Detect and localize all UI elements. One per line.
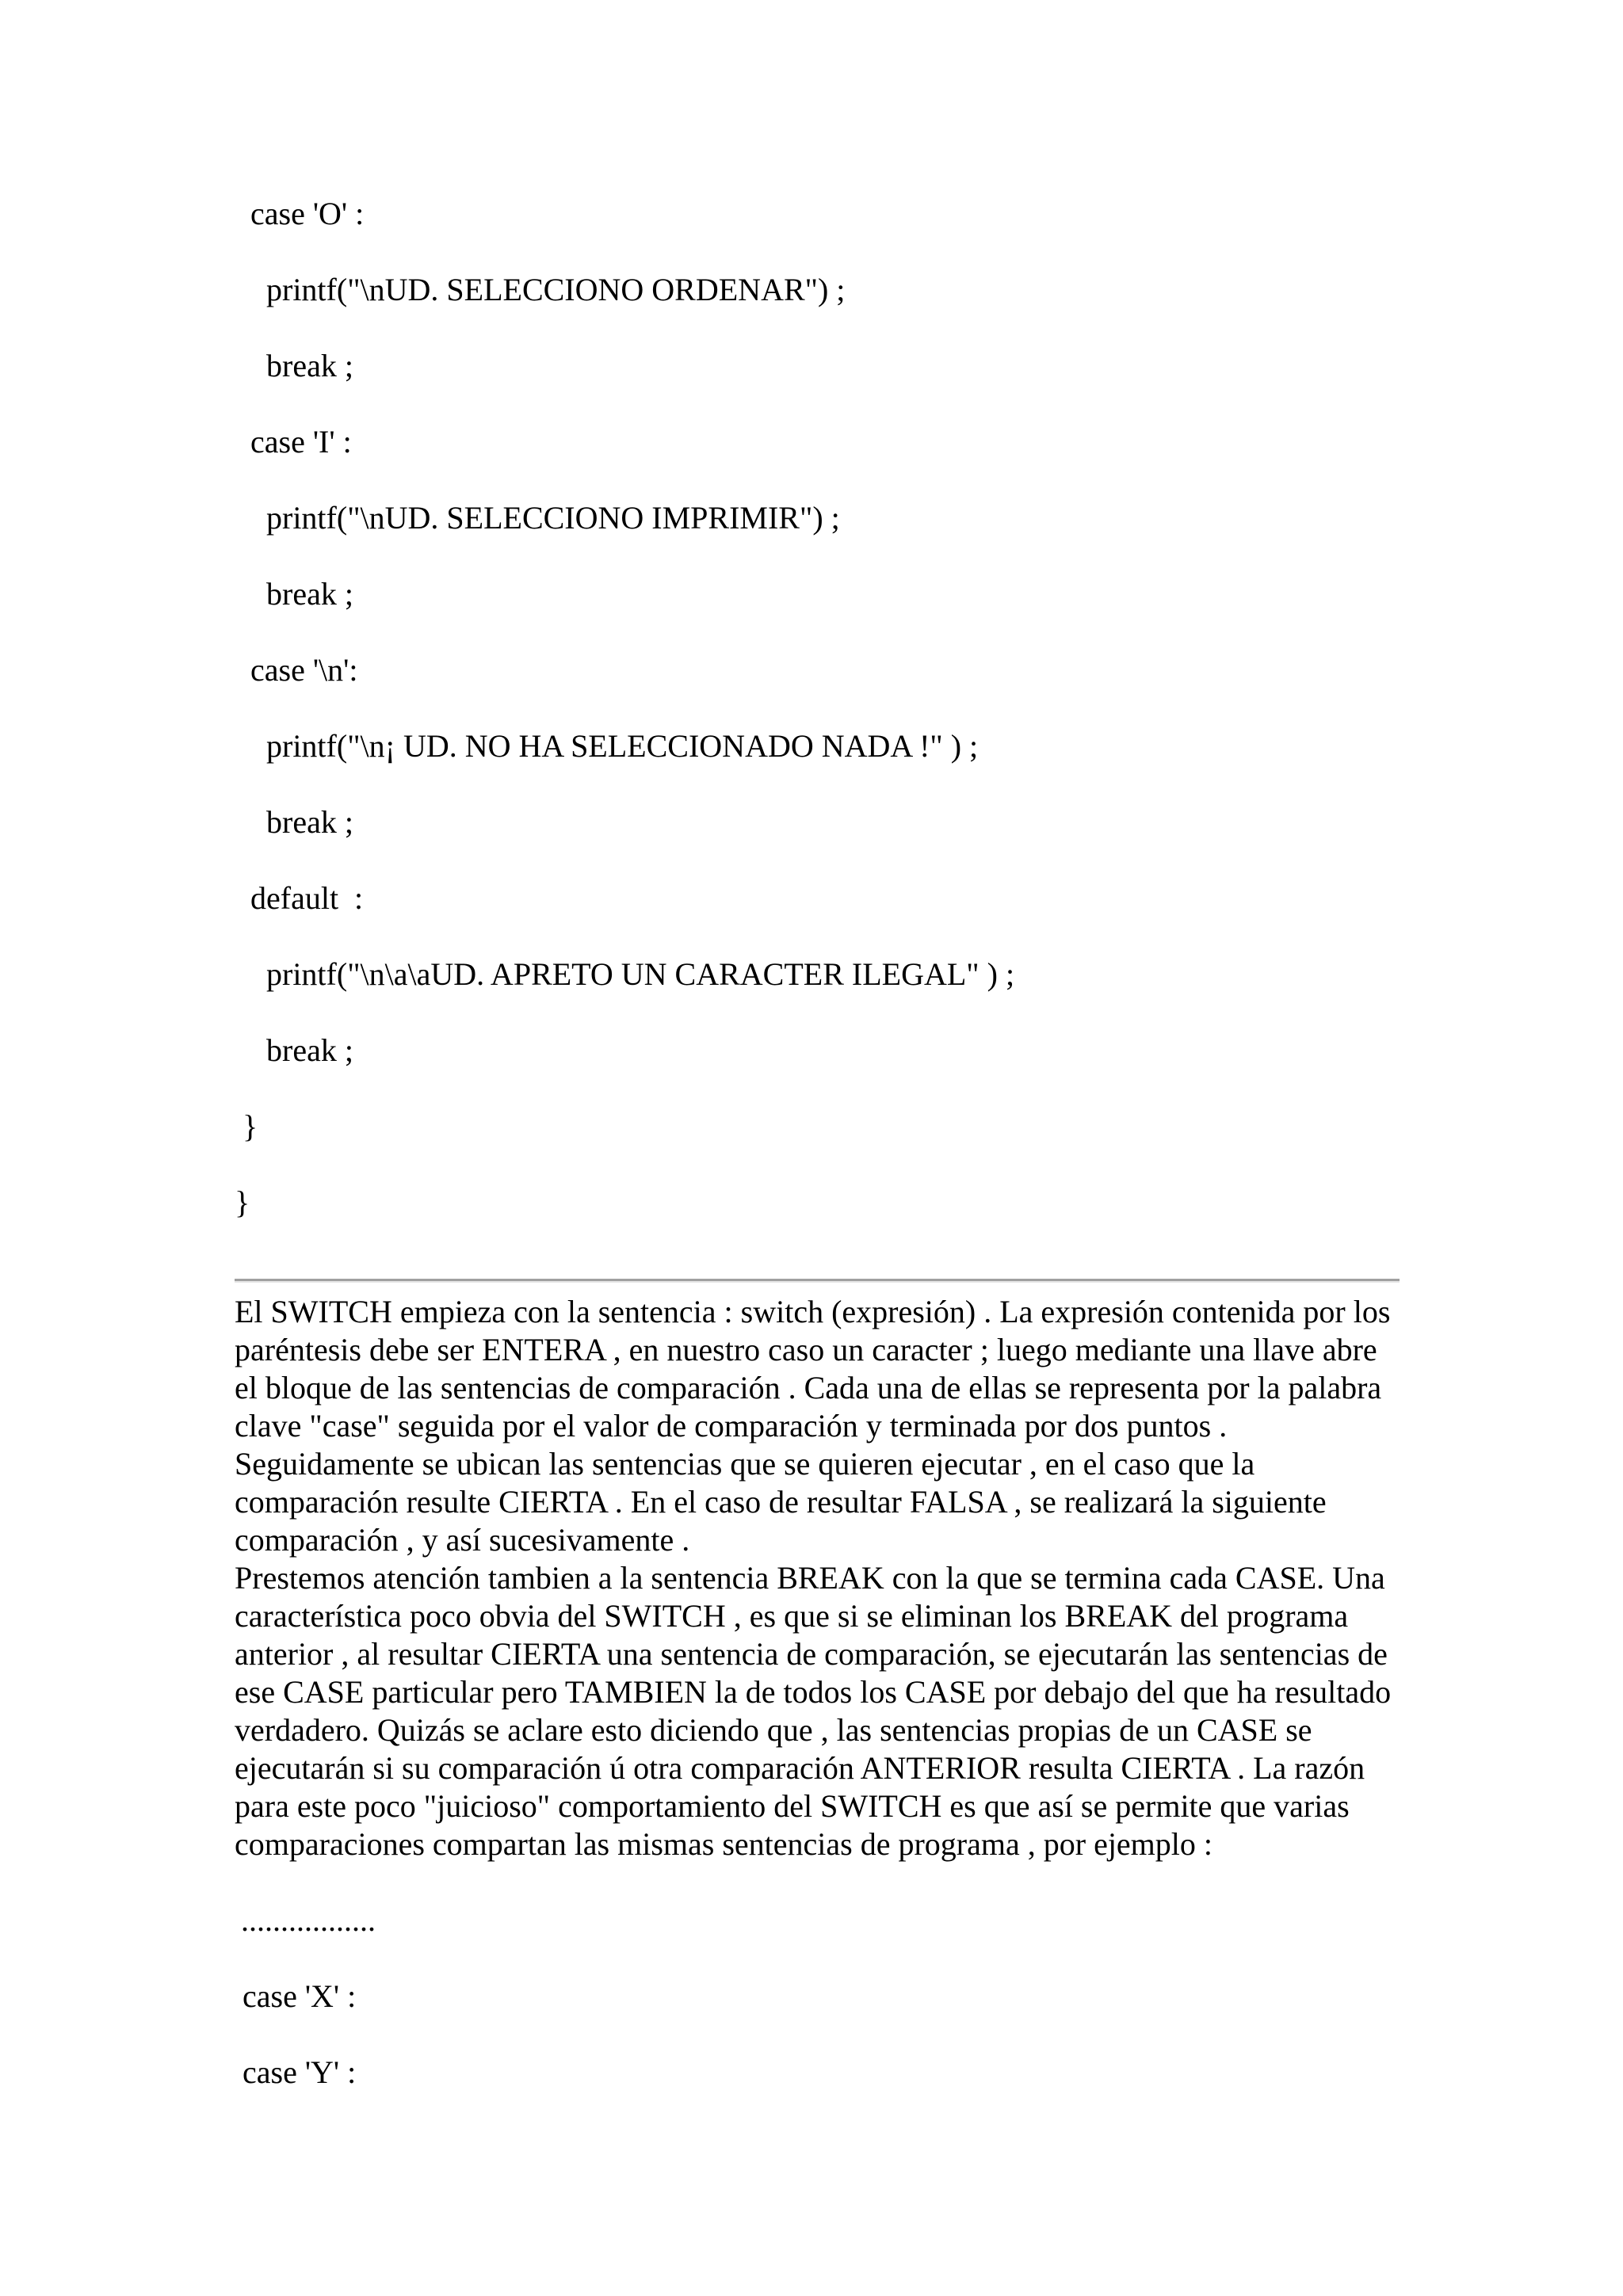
ellipsis-line: .................: [241, 1902, 376, 1938]
code-line: break ;: [266, 576, 353, 612]
code-line: case 'Y' :: [242, 2054, 357, 2090]
code-line: case 'O' :: [250, 196, 365, 231]
code-line: printf("\n¡ UD. NO HA SELECCIONADO NADA !" ) ;: [266, 728, 979, 764]
code-line: printf("\nUD. SELECCIONO IMPRIMIR") ;: [266, 500, 840, 536]
closing-brace: }: [235, 1184, 250, 1220]
code-line: case '\n':: [250, 652, 358, 688]
closing-brace: }: [242, 1108, 258, 1144]
code-line: case 'I' :: [250, 424, 352, 460]
code-line: printf("\nUD. SELECCIONO ORDENAR") ;: [266, 272, 846, 307]
horizontal-rule: [235, 1279, 1400, 1283]
code-line: default :: [250, 880, 364, 916]
paragraph-switch-description: El SWITCH empieza con la sentencia : switch (expresión) . La expresión contenida por los paréntesis debe ser ENTERA , en nuestro caso un caracter ; luego mediante una llave abre el bloque de las sentencias de comparación . Cada una de ellas se representa por la palabra clave "case" seguida por el valor de comparación y terminada por dos puntos . Seguidamente se ubican las sentencias que se quieren ejecutar , en el caso que la comparación resulte CIERTA . En el caso de resultar FALSA , se realizará la siguiente comparación , y así sucesivamente .: [235, 1294, 1391, 1558]
code-line: break ;: [266, 348, 353, 383]
paragraph-break-explanation: Prestemos atención tambien a la sentencia BREAK con la que se termina cada CASE. Una característica poco obvia del SWITCH , es que si se eliminan los BREAK del programa anterior , al resultar CIERTA una sentencia de comparación, se ejecutarán las sentencias de ese CASE particular pero TAMBIEN la de todos los CASE por debajo del que ha resultado verdadero. Quizás se aclare esto diciendo que , las sentencias propias de un CASE se ejecutarán si su comparación ú otra comparación ANTERIOR resulta CIERTA . La razón para este poco "juicioso" comportamiento del SWITCH es que así se permite que varias comparaciones compartan las mismas sentencias de programa , por ejemplo :: [235, 1560, 1392, 1862]
code-line: break ;: [266, 804, 353, 840]
code-line: case 'X' :: [242, 1978, 357, 2014]
code-line: printf("\n\a\aUD. APRETO UN CARACTER ILEGAL" ) ;: [266, 956, 1015, 992]
code-line: break ;: [266, 1032, 353, 1068]
